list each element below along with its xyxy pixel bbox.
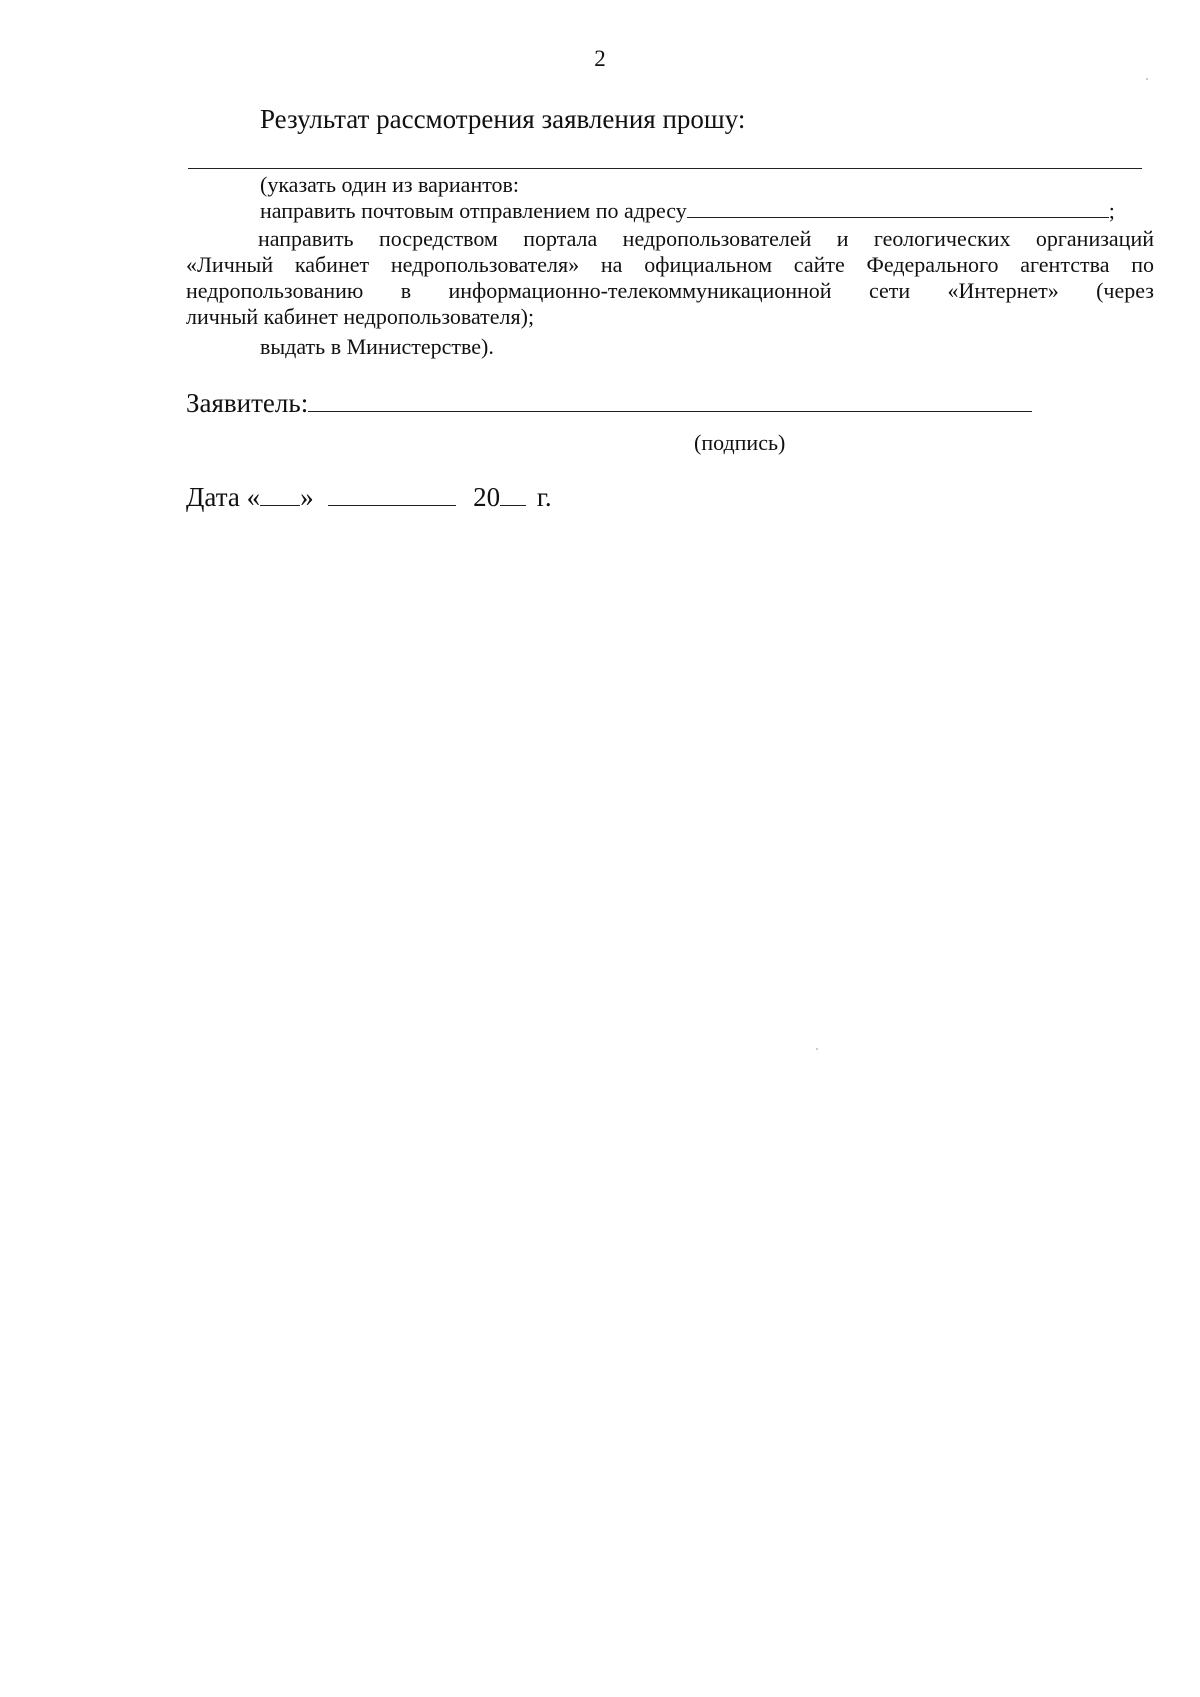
scan-speck [816,1048,818,1050]
year-blank [500,505,526,506]
options-intro: (указать один из вариантов: [260,172,520,197]
option-portal-line: недропользованию в информационно-телекоммуникационной сети «Интернет» (через [186,278,1154,303]
date-close-quote: » [300,482,314,512]
option-portal-line: «Личный кабинет недропользователя» на официальном сайте Федерального агентства по [186,252,1154,277]
day-blank [260,505,300,506]
option-portal-line: личный кабинет недропользователя); [186,304,535,329]
page-number: 2 [594,46,606,71]
applicant-row [186,388,1032,419]
result-heading: Результат рассмотрения заявления прошу: [260,104,746,134]
year-suffix: г. [536,482,552,512]
address-blank [687,217,1109,218]
month-blank [328,505,456,506]
applicant-label: Заявитель: [186,388,309,418]
date-label: Дата « [186,482,261,512]
scan-speck [1146,78,1148,80]
option-portal-line: направить посредством портала недропользователей и геологических организаций [258,226,1154,251]
signature-blank [308,411,1032,412]
date-row [186,482,552,513]
year-prefix: 20 [473,482,501,512]
result-answer-line [188,168,1142,169]
option-mail-end: ; [1108,198,1115,223]
option-mail-label: направить почтовым отправлением по адресу [260,198,687,223]
signature-caption: (подпись) [694,430,786,455]
option-portal [186,226,1154,330]
option-ministry: выдать в Министерстве). [260,334,494,359]
option-mail [260,198,1115,224]
